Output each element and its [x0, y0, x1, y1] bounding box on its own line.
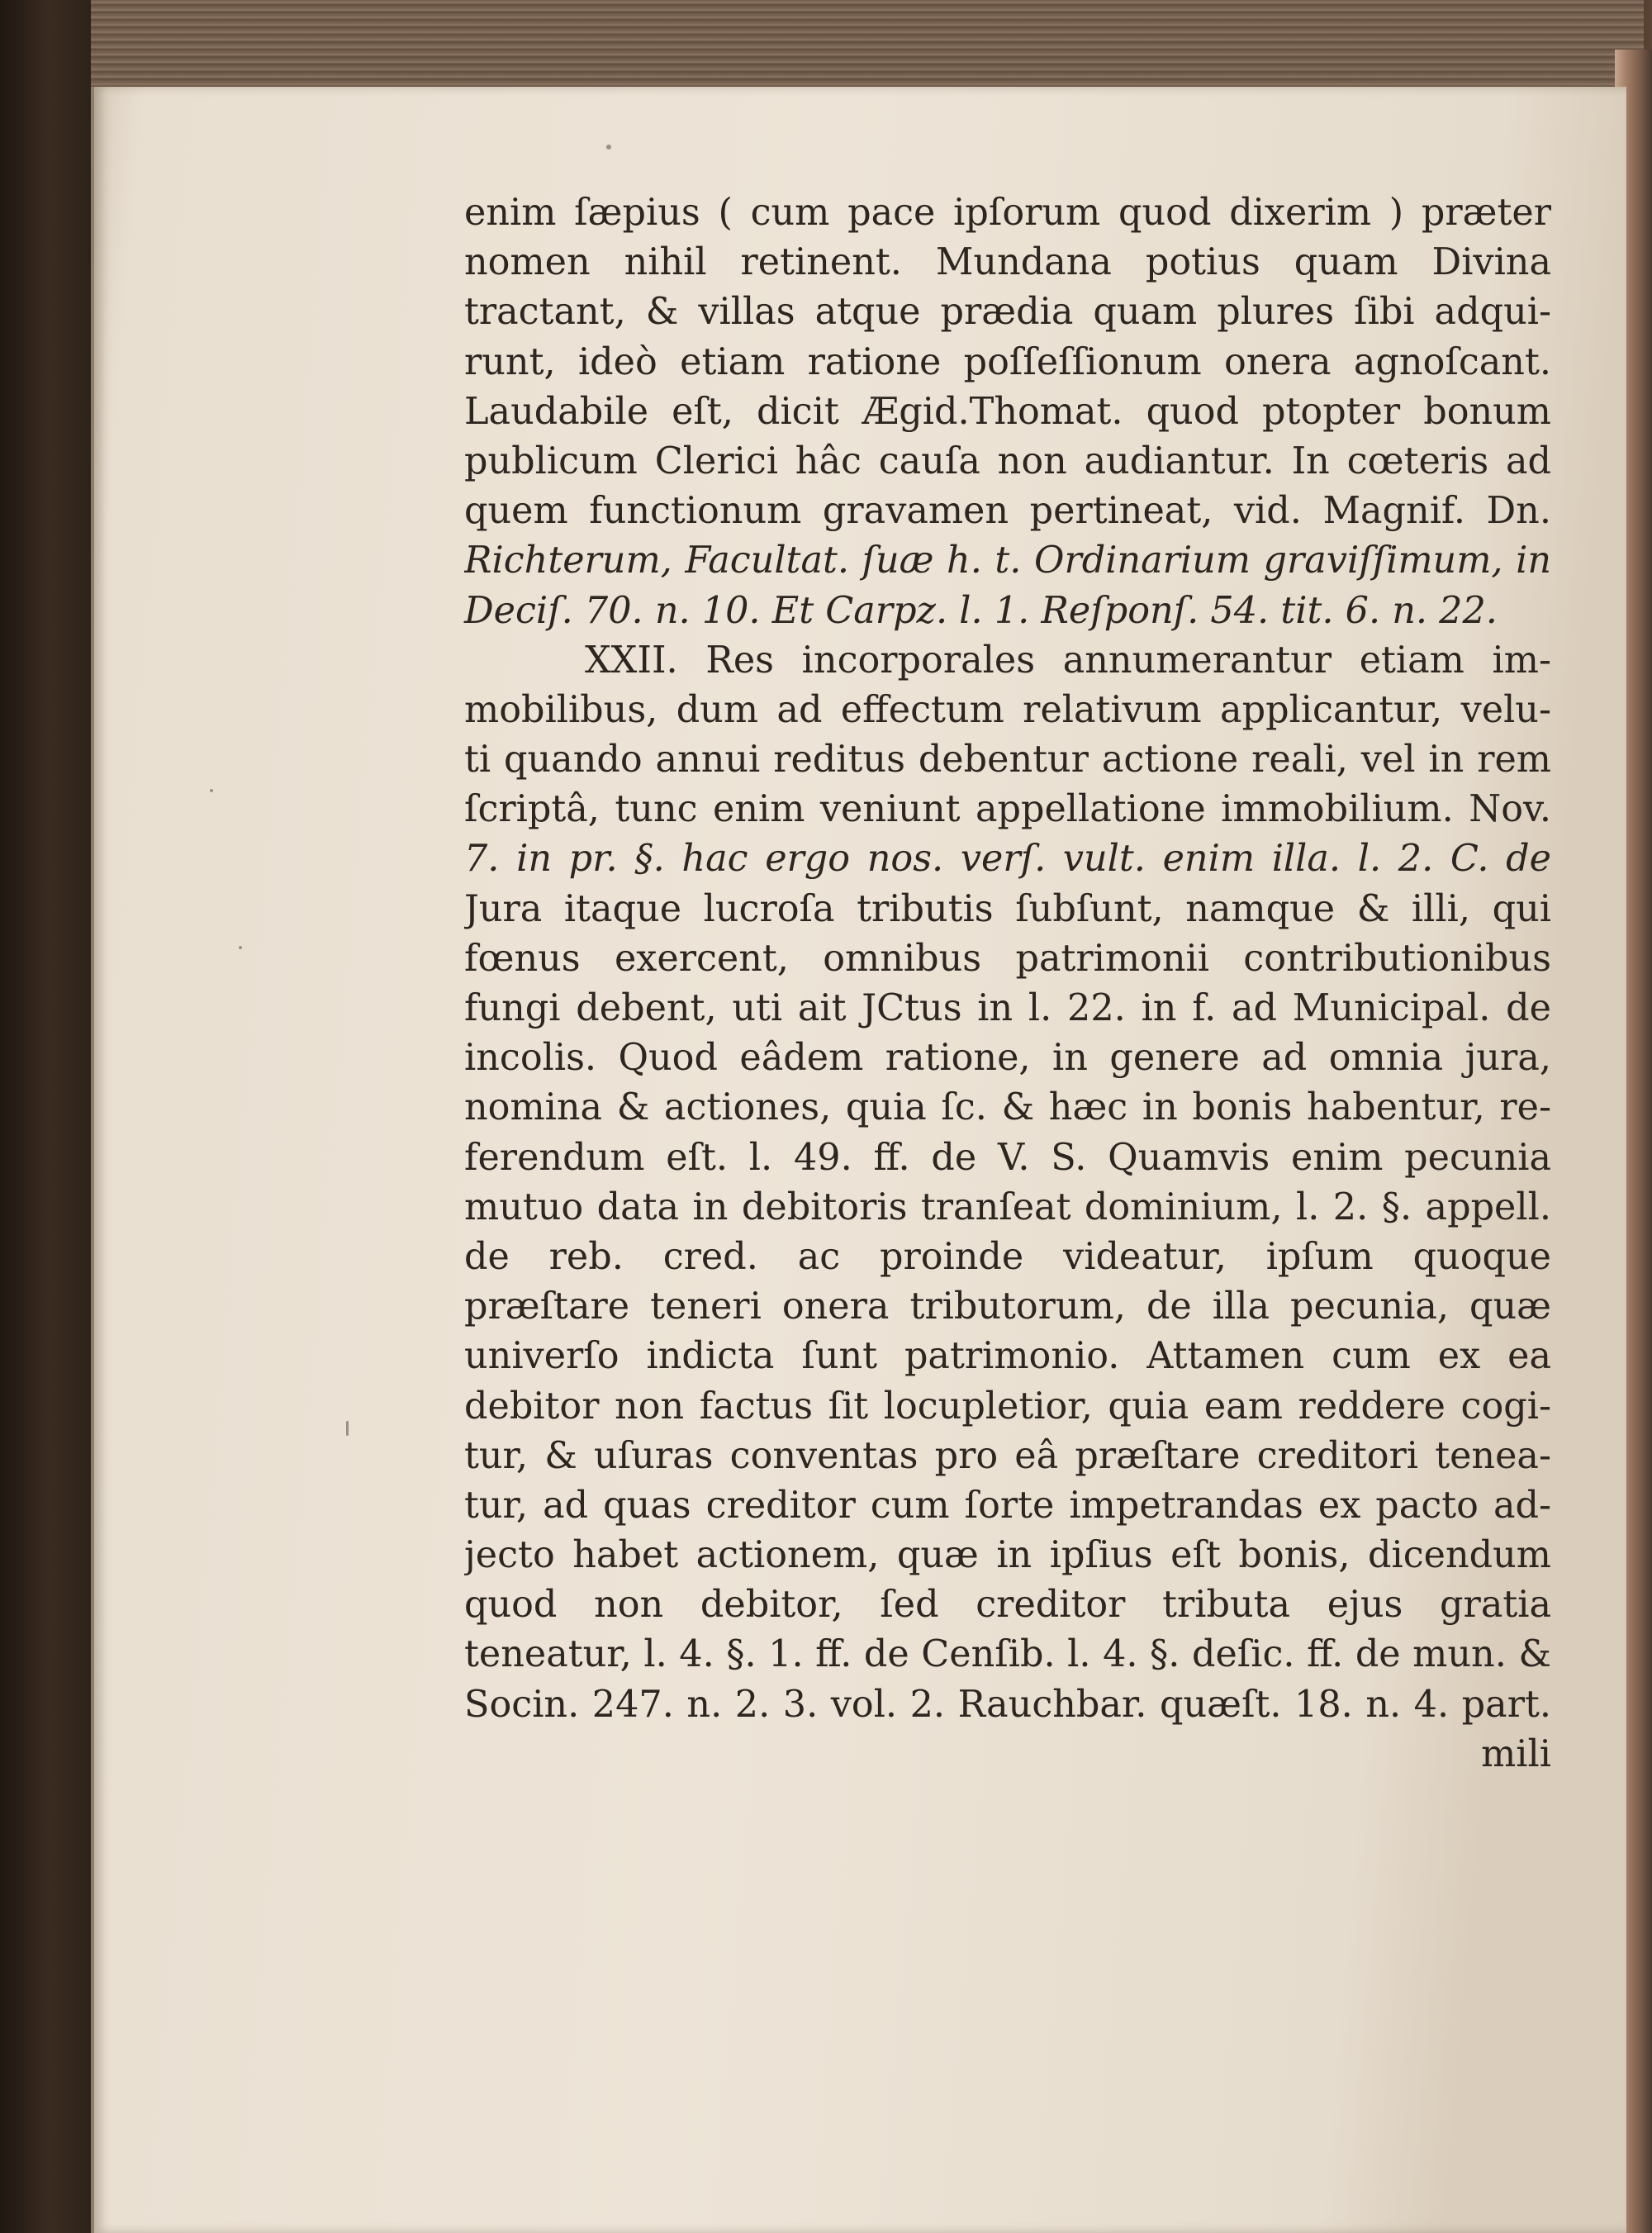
- text-line: nomen nihil retinent. Mundana potius quam Divina: [464, 241, 1551, 284]
- text-line: tur, & uſuras conventas pro eâ præſtare creditori tenea-: [464, 1434, 1551, 1477]
- text-line: Socin. 247. n. 2. 3. vol. 2. Rauchbar. quæſt. 18. n. 4. part.: [464, 1683, 1551, 1726]
- text-line: jecto habet actionem, quæ in ipſius eſt bonis, dicendum: [464, 1534, 1551, 1577]
- text-line: runt, ideò etiam ratione poſſeſſionum onera agnoſcant.: [464, 340, 1551, 383]
- paper-speck: [346, 1421, 349, 1436]
- text-line: enim ſæpius ( cum pace ipſorum quod dixerim ) præter: [464, 192, 1551, 234]
- text-line: incolis. Quod eâdem ratione, in genere ad omnia jura,: [464, 1037, 1551, 1080]
- text-line: debitor non factus ſit locupletior, quia eam reddere cogi-: [464, 1385, 1551, 1428]
- text-line: univerſo indicta ſunt patrimonio. Attamen cum ex ea: [464, 1335, 1551, 1378]
- text-line: mutuo data in debitoris tranſeat dominium, l. 2. §. appell.: [464, 1185, 1551, 1228]
- catchword: mili: [1481, 1732, 1551, 1775]
- paper-speck: [239, 946, 242, 949]
- text-line: tur, ad quas creditor cum ſorte impetrandas ex pacto ad-: [464, 1484, 1551, 1527]
- text-line: fungi debent, uti ait JCtus in l. 22. in f. ad Municipal. de: [464, 987, 1551, 1029]
- text-line: Jura itaque lucroſa tributis ſubſunt, namque & illi, qui: [464, 887, 1551, 930]
- text-line: fœnus exercent, omnibus patrimonii contributionibus: [464, 937, 1551, 980]
- section-heading-line: XXII. Res incorporales annumerantur etiam im-: [585, 639, 1551, 682]
- text-line: Deciſ. 70. n. 10. Et Carpz. l. 1. Reſponſ. 54. tit. 6. n. 22.: [464, 589, 1498, 632]
- text-line: ti quando annui reditus debentur actione reali, vel in rem: [464, 739, 1551, 782]
- text-line: tractant, & villas atque prædia quam plures ſibi adqui-: [464, 291, 1551, 334]
- text-line: publicum Clerici hâc cauſa non audiantur. In cœteris ad: [464, 439, 1551, 482]
- paper-speck: [210, 789, 213, 792]
- text-line: quod non debitor, ſed creditor tributa ejus gratia: [464, 1584, 1551, 1627]
- text-line: quem functionum gravamen pertineat, vid. Magnif. Dn.: [464, 490, 1551, 533]
- text-line: præſtare teneri onera tributorum, de illa pecunia, quæ: [464, 1285, 1551, 1328]
- text-line: de reb. cred. ac proinde videatur, ipſum quoque: [464, 1235, 1551, 1278]
- text-line: ferendum eſt. l. 49. ff. de V. S. Quamvis enim pecunia: [464, 1136, 1551, 1179]
- paper-speck: [606, 145, 611, 150]
- page-stack-edge: [91, 0, 1644, 91]
- text-line: nomina & actiones, quia ſc. & hæc in bonis habentur, re-: [464, 1086, 1551, 1129]
- body-text: [464, 188, 1551, 1779]
- text-line: mobilibus, dum ad effectum relativum applicantur, velu-: [464, 688, 1551, 731]
- text-line: Richterum, Facultat. ſuæ h. t. Ordinarium graviſſimum, in: [464, 539, 1551, 582]
- text-line: ſcriptâ, tunc enim veniunt appellatione immobilium. Nov.: [464, 788, 1551, 831]
- text-line: 7. in pr. §. hac ergo nos. verſ. vult. enim illa. l. 2. C. de: [464, 838, 1551, 881]
- text-line: Laudabile eſt, dicit Ægid.Thomat. quod ptopter bonum: [464, 390, 1551, 433]
- text-line: teneatur, l. 4. §. 1. ff. de Cenſib. l. 4. §. deſic. ff. de mun. &: [464, 1633, 1551, 1676]
